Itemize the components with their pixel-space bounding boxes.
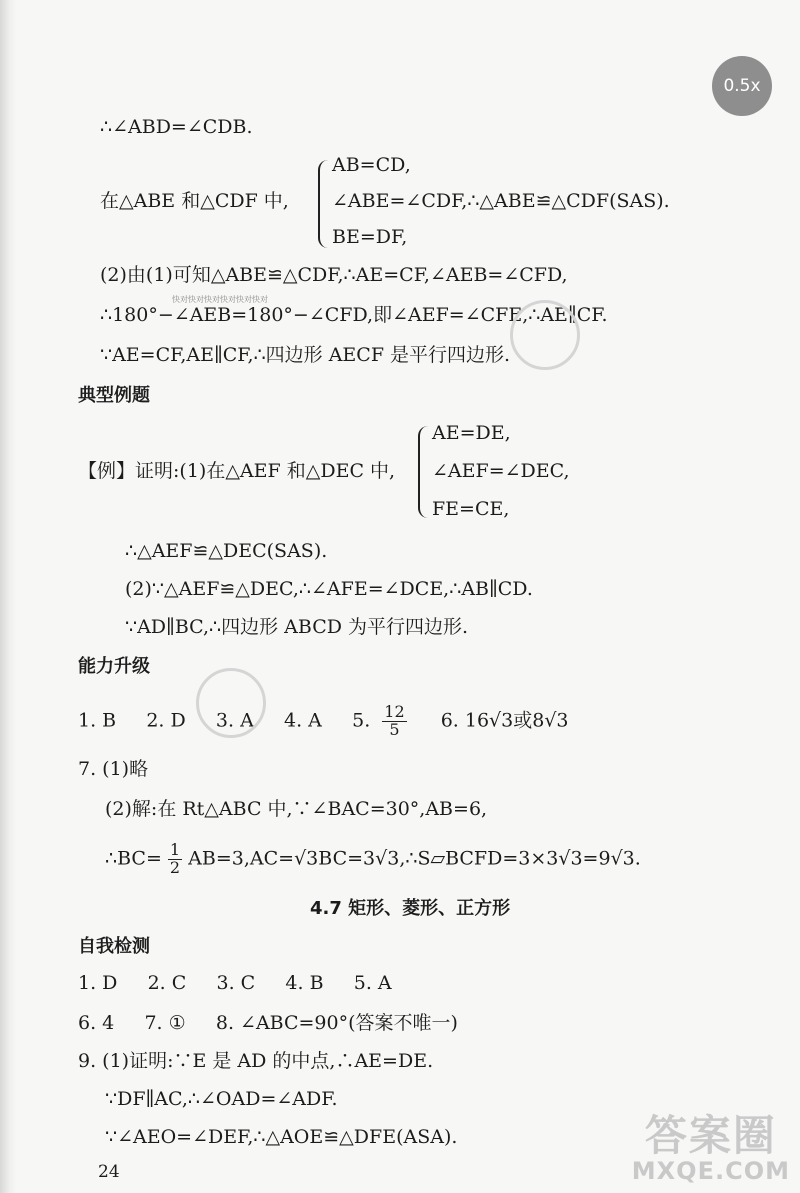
fraction-numerator: 1 xyxy=(169,840,181,859)
equation-row: AE=DE, xyxy=(432,422,511,444)
text-line: ∵∠AEO=∠DEF,∴△AOE≌△DFE(ASA). xyxy=(105,1126,458,1148)
answer-row: 1. D 2. C 3. C 4. B 5. A xyxy=(78,972,392,994)
section-heading: 自我检测 xyxy=(78,936,150,957)
text-line: (2)解:在 Rt△ABC 中,∵∠BAC=30°,AB=6, xyxy=(105,798,488,820)
fraction-numerator: 12 xyxy=(384,702,405,721)
answer-list: 1. B 2. D 3. A 4. A 5. xyxy=(78,709,371,732)
watermark-tiny-text: 快对快对快对快对快对快对 xyxy=(172,295,268,304)
text-line: 7. (1)略 xyxy=(78,758,149,780)
section-heading: 能力升级 xyxy=(78,656,150,677)
text-line: ∵AD∥BC,∴四边形 ABCD 为平行四边形. xyxy=(125,616,469,638)
watermark-stamp-icon xyxy=(510,300,580,370)
text-line: 9. (1)证明:∵E 是 AD 的中点,∴AE=DE. xyxy=(78,1050,434,1072)
watermark-domain: MXQE.COM xyxy=(631,1157,790,1185)
text-line: (2)∵△AEF≌△DEC,∴∠AFE=∠DCE,∴AB∥CD. xyxy=(125,578,533,600)
fraction-denominator: 2 xyxy=(169,857,181,877)
text-line: ∴180°−∠AEB=180°−∠CFD,即∠AEF=∠CFE,∴AE∥CF. xyxy=(100,304,608,326)
zoom-level-label: 0.5x xyxy=(723,76,761,96)
text-line: (2)由(1)可知△ABE≌△CDF,∴AE=CF,∠AEB=∠CFD, xyxy=(100,264,568,286)
equation-row: AB=CD, xyxy=(332,154,411,176)
zoom-level-badge[interactable] xyxy=(712,56,772,116)
equation-row: ∠ABE=∠CDF,∴△ABE≌△CDF(SAS). xyxy=(332,190,670,212)
text-line: ∴∠ABD=∠CDB. xyxy=(100,116,253,138)
answer-tail: 6. 16√3或8√3 xyxy=(440,709,569,732)
page-edge-shadow xyxy=(0,0,16,1193)
watermark-stamp-icon xyxy=(196,668,266,738)
section-heading: 典型例题 xyxy=(78,385,150,406)
text-segment: AB=3,AC=√3BC=3√3,∴S▱BCFD=3×3√3=9√3. xyxy=(188,847,641,870)
answer-row xyxy=(78,704,569,739)
answer-row: 6. 4 7. ① 8. ∠ABC=90°(答案不唯一) xyxy=(78,1012,458,1034)
system-brace xyxy=(318,160,332,248)
text-line: ∴△AEF≌△DEC(SAS). xyxy=(125,540,328,562)
text-line: ∵DF∥AC,∴∠OAD=∠ADF. xyxy=(105,1088,338,1110)
page-number: 24 xyxy=(98,1162,120,1182)
text-line: 【例】证明:(1)在△AEF 和△DEC 中, xyxy=(78,460,396,482)
section-title: 4.7 矩形、菱形、正方形 xyxy=(310,898,511,919)
fraction-denominator: 5 xyxy=(389,719,400,739)
text-line xyxy=(105,842,641,877)
watermark-logo-text: 答案圈 xyxy=(644,1111,777,1160)
fraction xyxy=(382,704,406,739)
text-line: 在△ABE 和△CDF 中, xyxy=(100,190,289,212)
text-line: ∵AE=CF,AE∥CF,∴四边形 AECF 是平行四边形. xyxy=(100,344,511,366)
equation-row: BE=DF, xyxy=(332,226,408,248)
site-watermark xyxy=(631,1111,790,1185)
equation-row: ∠AEF=∠DEC, xyxy=(432,460,570,482)
fraction xyxy=(168,842,182,877)
equation-row: FE=CE, xyxy=(432,498,510,520)
text-segment: ∴BC= xyxy=(105,847,162,870)
system-brace xyxy=(418,426,432,518)
